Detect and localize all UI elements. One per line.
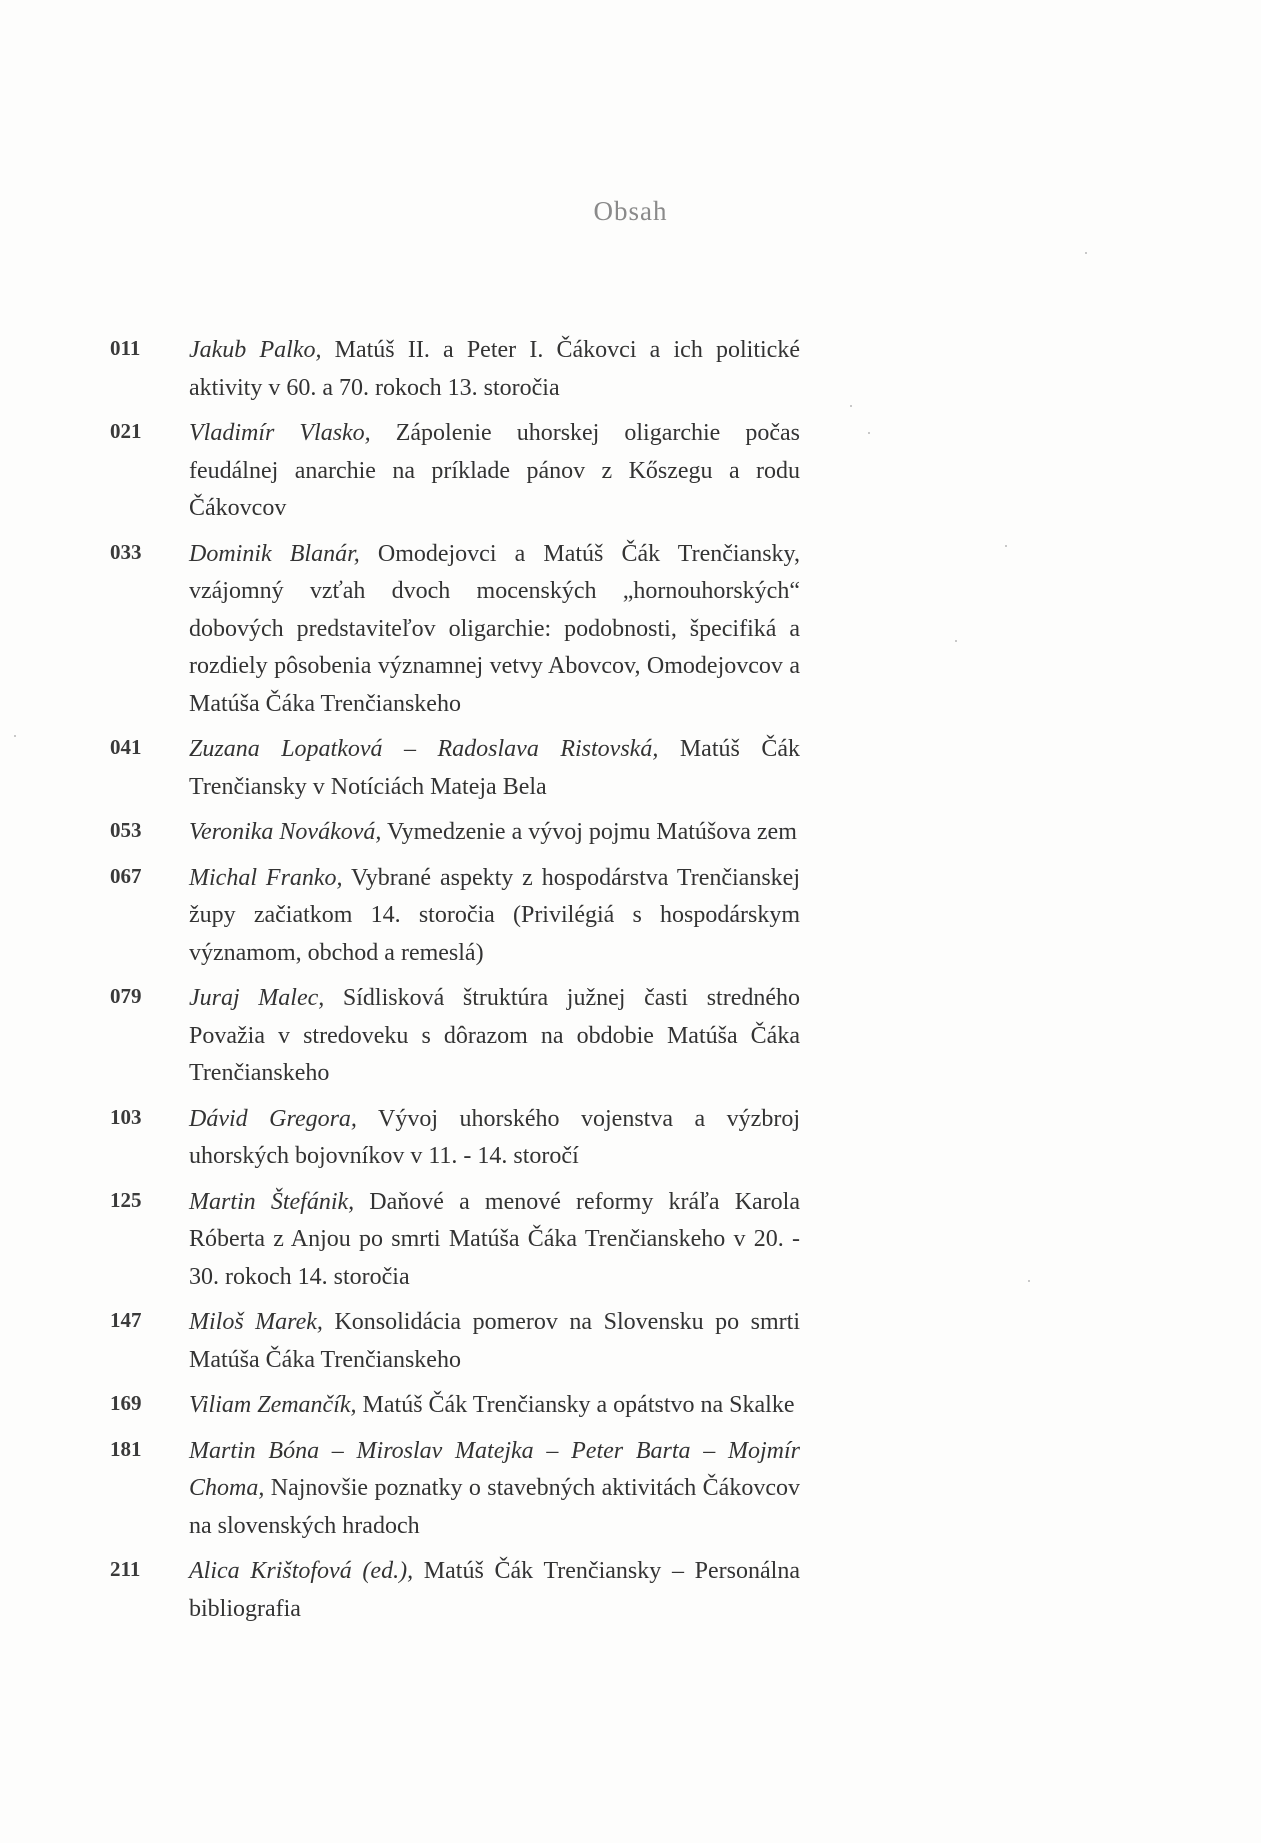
toc-page-number: 011: [110, 336, 141, 360]
scan-speck: [850, 405, 852, 407]
toc-page-number: 041: [110, 735, 142, 759]
scan-speck: [1005, 545, 1007, 547]
toc-title: Matúš Čák Trenčiansky – Personálna bibliografia: [189, 1558, 800, 1622]
toc-entry-text: [189, 1101, 800, 1176]
toc-author: Martin Bóna – Miroslav Matejka – Peter Barta – Mojmír Choma,: [189, 1437, 800, 1501]
toc-entry-text: [189, 731, 800, 806]
toc-entry: [110, 1553, 800, 1628]
scan-speck: [868, 432, 870, 434]
toc-title: Vývoj uhorského vojenstva a výzbroj uhorských bojovníkov v 11. - 14. storočí: [189, 1105, 800, 1169]
page-title: Obsah: [593, 196, 668, 226]
toc-author: Alica Krištofová (ed.),: [189, 1558, 414, 1584]
toc-page-number: 021: [110, 419, 142, 443]
toc-entry-text: [189, 1184, 800, 1297]
toc-entry: [110, 980, 800, 1093]
toc-title: Konsolidácia pomerov na Slovensku po smrti Matúša Čáka Trenčianskeho: [189, 1309, 800, 1373]
toc-entry-text: [189, 332, 800, 407]
toc-entry: [110, 1433, 800, 1546]
toc-author: Veronika Nováková,: [189, 819, 382, 845]
toc-entry: [110, 860, 800, 973]
toc-entry: [110, 332, 800, 407]
toc-entry: [110, 415, 800, 528]
toc-title: Omodejovci a Matúš Čák Trenčiansky, vzájomný vzťah dvoch mocenských „hornouhorských“ dobových predstaviteľov oligarchie: podobnosti, špecifiká a rozdiely pôsobenia významnej vetvy Abovcov, Omodejovcov a Matúša Čáka Trenčianskeho: [189, 540, 800, 717]
toc-page-number: 033: [110, 539, 142, 564]
toc-title: Daňové a menové reformy kráľa Karola Róberta z Anjou po smrti Matúša Čáka Trenčianskeho v 20. - 30. rokoch 14. storočia: [189, 1188, 800, 1290]
toc-entry-text: [189, 814, 800, 852]
toc-author: Michal Franko,: [189, 864, 343, 891]
scan-speck: [1028, 1280, 1030, 1282]
toc-author: Miloš Marek,: [189, 1309, 323, 1335]
toc-author: Viliam Zemančík,: [189, 1392, 357, 1418]
toc-page-number: 181: [110, 1436, 142, 1461]
toc-author: Martin Štefánik,: [189, 1188, 355, 1215]
toc-title: Vymedzenie a vývoj pojmu Matúšova zem: [381, 819, 797, 845]
toc-entry-text: [189, 1304, 800, 1379]
toc-entry-text: [189, 536, 800, 724]
toc-entry-text: [189, 1553, 800, 1628]
toc-page-number: 211: [110, 1557, 141, 1581]
toc-title: Matúš II. a Peter I. Čákovci a ich politické aktivity v 60. a 70. rokoch 13. storočia: [189, 337, 800, 401]
toc-entry-text: [189, 980, 800, 1093]
toc-page-number: 169: [110, 1391, 142, 1415]
toc-entry: [110, 1101, 800, 1176]
toc-author: Vladimír Vlasko,: [189, 420, 371, 446]
toc-author: Zuzana Lopatková – Radoslava Ristovská,: [189, 736, 659, 762]
toc-entry: [110, 1387, 800, 1425]
toc-entry-text: [189, 1387, 800, 1425]
toc-entry: [110, 536, 800, 724]
toc-entry-text: [189, 415, 800, 528]
toc-title: Vybrané aspekty z hospodárstva Trenčianskej župy začiatkom 14. storočia (Privilégiá s hospodárskym významom, obchod a remeslá): [189, 864, 800, 966]
scan-speck: [14, 735, 16, 737]
toc-page-number: 053: [110, 818, 142, 842]
scan-speck: [1085, 252, 1087, 254]
table-of-contents: [110, 332, 800, 1636]
toc-title: Zápolenie uhorskej oligarchie počas feudálnej anarchie na príklade pánov z Kőszegu a rodu Čákovcov: [189, 420, 801, 521]
toc-title: Matúš Čák Trenčiansky v Notíciách Mateja Bela: [189, 736, 800, 800]
toc-author: Juraj Malec,: [189, 985, 325, 1011]
toc-entry-text: [189, 1433, 800, 1546]
toc-author: Dominik Blanár,: [189, 540, 360, 567]
toc-title: Najnovšie poznatky o stavebných aktivitách Čákovcov na slovenských hradoch: [189, 1475, 800, 1539]
toc-page-number: 147: [110, 1308, 142, 1332]
toc-page-number: 125: [110, 1187, 142, 1212]
toc-entry: [110, 814, 800, 852]
scan-speck: [955, 640, 957, 642]
toc-author: Jakub Palko,: [189, 337, 322, 363]
toc-entry: [110, 1304, 800, 1379]
toc-entry: [110, 731, 800, 806]
toc-entry: [110, 1184, 800, 1297]
toc-page-number: 103: [110, 1104, 142, 1129]
toc-title: Sídlisková štruktúra južnej časti stredného Považia v stredoveku s dôrazom na obdobie Matúša Čáka Trenčianskeho: [189, 985, 800, 1086]
toc-entry-text: [189, 860, 800, 973]
toc-author: Dávid Gregora,: [189, 1105, 357, 1132]
toc-page-number: 079: [110, 984, 142, 1008]
toc-page-number: 067: [110, 863, 142, 888]
toc-title: Matúš Čák Trenčiansky a opátstvo na Skalke: [356, 1392, 795, 1418]
